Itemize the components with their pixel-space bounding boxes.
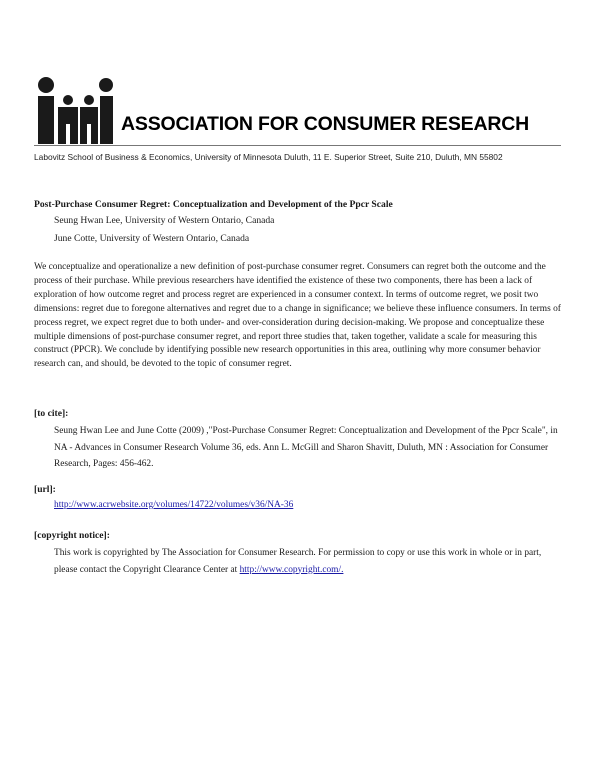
copyright-clearance-link[interactable]: http://www.copyright.com/. (239, 564, 344, 575)
copyright-text: This work is copyrighted by The Association for Consumer Research. For permission to copy or use this work in whole or in part, please contact the Copyright Clearance Center at (54, 548, 542, 575)
abstract: We conceptualize and operationalize a new definition of post-purchase consumer regret. Consumers can regret both the outcome and the process of their purchase. While previous researchers have identified the existence of these two components, there has been a lack of exploration of how outcome regret and process regret are experienced in a consumer context. In terms of outcome regret, we posit two dimensions: regret due to foregone alternatives and regret due to a change in significance; we believe these influence consumers. In terms of process regret, we expect regret due to both under- and over-consideration during decision-making. We propose and conceptualize these multiple dimensions of post-purchase consumer regret, and report three studies that, taken together, validate a scale for measuring this construct (PPCR). We conclude by identifying possible new research opportunities in this area, outlining why more consumer behavior research can, and should, be devoted to the topic of consumer regret. (34, 262, 561, 370)
url-label: [url]: (34, 484, 56, 495)
paper-title: Post-Purchase Consumer Regret: Conceptualization and Development of the Ppcr Scale (34, 199, 393, 210)
header-divider (34, 145, 561, 146)
acr-logo-figures-icon (34, 76, 114, 144)
author-2: June Cotte, University of Western Ontario, Canada (54, 233, 250, 244)
citation-text: Seung Hwan Lee and June Cotte (2009) ,"Post-Purchase Consumer Regret: Conceptualization and Development of the Ppcr Scale", in NA - Advances in Consumer Research Volume 36, eds. Ann L. McGill and Sharon Shavitt, Duluth, MN : Association for Consumer Research, Pages: 456-462. (54, 426, 558, 469)
author-1: Seung Hwan Lee, University of Western Ontario, Canada (54, 215, 275, 226)
article-url-link[interactable]: http://www.acrwebsite.org/volumes/14722/volumes/v36/NA-36 (54, 500, 294, 510)
cite-label: [to cite]: (34, 408, 69, 419)
copyright-label: [copyright notice]: (34, 530, 110, 541)
organization-address: Labovitz School of Business & Economics, University of Minnesota Duluth, 11 E. Superior Street, Suite 210, Duluth, MN 55802 (34, 152, 503, 162)
copyright-block (54, 545, 566, 578)
url-block (54, 500, 293, 510)
organization-name: ASSOCIATION FOR CONSUMER RESEARCH (121, 113, 529, 135)
